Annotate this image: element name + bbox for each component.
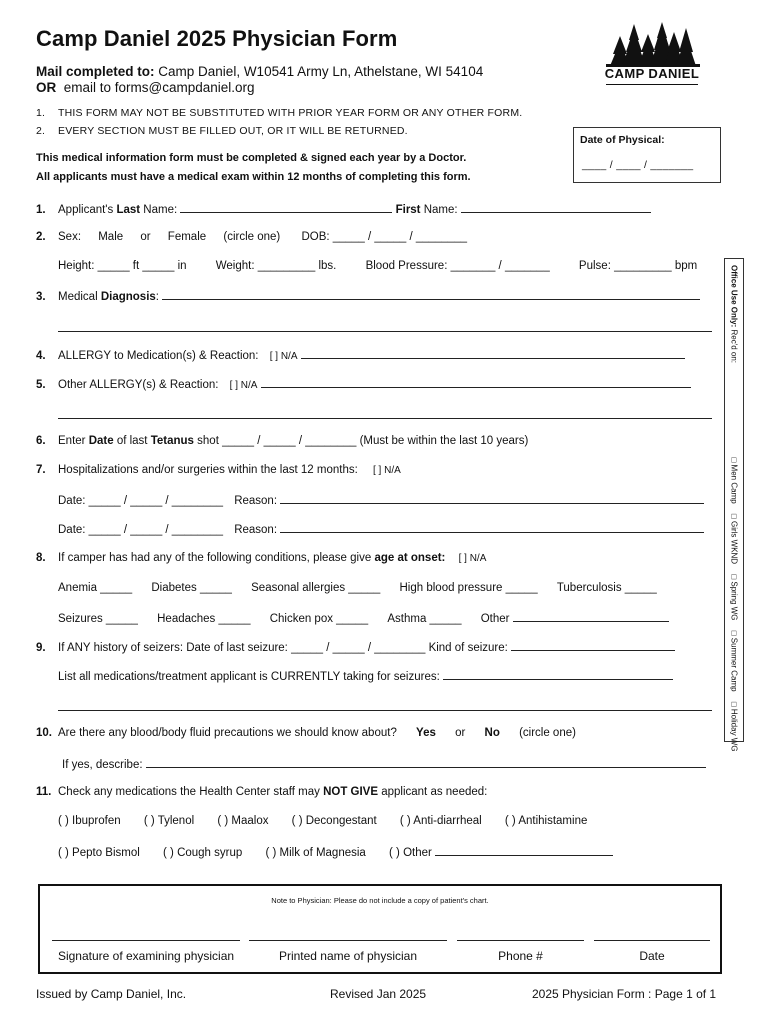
reason-field[interactable] [280, 522, 704, 533]
med-allergy-field[interactable] [301, 348, 685, 359]
q5-na-checkbox[interactable]: [ ] N/A [229, 380, 258, 391]
instruction-2 [36, 125, 408, 137]
or-text: or [140, 231, 151, 243]
circle-hint: (circle one) [223, 231, 281, 243]
footer-revised: Revised Jan 2025 [330, 987, 427, 1001]
mail-label: Mail completed to: [36, 64, 155, 79]
blood-pressure-field[interactable]: Blood Pressure: _______ / _______ [365, 260, 550, 272]
q1-text2: Name: [140, 204, 178, 216]
date-of-physical-label: Date of Physical: [580, 134, 665, 146]
last-name-field[interactable] [180, 202, 392, 213]
camp-logo [600, 22, 704, 88]
q5-other-allergy [36, 377, 691, 391]
headaches-field[interactable]: Headaches _____ [157, 613, 251, 625]
q11-text: Check any medications the Health Center staff may [58, 786, 324, 798]
q8-row1 [58, 582, 657, 594]
q3-diagnosis [36, 289, 700, 303]
girls-wknd-checkbox[interactable]: □ Girls WKND [729, 513, 739, 565]
q1-first: First [395, 204, 421, 216]
tetanus-date-field[interactable]: shot _____ / _____ / ________ (Must be within the last 10 years) [193, 435, 529, 447]
q10-precautions [36, 727, 576, 739]
q7-na-checkbox[interactable]: [ ] N/A [373, 465, 401, 476]
q-number: 3. [36, 291, 46, 303]
pepto-bismol-checkbox[interactable]: ( ) Pepto Bismol [58, 847, 140, 859]
q6-tetanus-label: Tetanus [150, 435, 194, 447]
q6-text: Enter [58, 435, 89, 447]
date-line[interactable] [594, 940, 710, 941]
office-use-text [730, 265, 739, 752]
cough-syrup-checkbox[interactable]: ( ) Cough syrup [163, 847, 243, 859]
sex-label: Sex: [58, 231, 82, 243]
q5-text: Other ALLERGY(s) & Reaction: [58, 379, 219, 391]
q8-row2 [58, 611, 669, 625]
q10-describe [62, 757, 706, 771]
seizure-meds-field[interactable] [443, 669, 673, 680]
q8-text: If camper has had any of the following conditions, please give [58, 552, 375, 564]
q2-vitals [58, 260, 697, 272]
q6-text2: of last [113, 435, 151, 447]
q-number: 9. [36, 642, 46, 654]
describe-field[interactable] [146, 757, 706, 768]
other-allergy-field[interactable] [261, 377, 691, 388]
dob-field[interactable]: DOB: _____ / _____ / ________ [301, 231, 468, 243]
q11-row2 [58, 845, 613, 859]
email-text: email to forms@campdaniel.org [63, 80, 255, 95]
printed-name-label: Printed name of physician [278, 949, 418, 963]
q3-text: Medical [58, 291, 101, 303]
signature-line[interactable] [52, 940, 240, 941]
q2-sex-dob [36, 231, 467, 243]
q1-last: Last [116, 204, 141, 216]
describe-label: If yes, describe: [62, 759, 143, 771]
q-number: 7. [36, 464, 46, 476]
footer-issued: Issued by Camp Daniel, Inc. [36, 987, 187, 1001]
instruction-text: THIS FORM MAY NOT BE SUBSTITUTED WITH PRIOR YEAR FORM OR ANY OTHER FORM. [58, 107, 523, 119]
date-label: Date [639, 949, 665, 963]
physician-note: Note to Physician: Please do not include a copy of patient's chart. [271, 896, 489, 905]
q7-entry-2 [58, 522, 704, 536]
male-option[interactable]: Male [98, 231, 124, 243]
diabetes-field[interactable]: Diabetes _____ [151, 582, 232, 594]
decongestant-checkbox[interactable]: ( ) Decongestant [291, 815, 377, 827]
seizures-field[interactable]: Seizures _____ [58, 613, 138, 625]
logo-text: CAMP DANIEL [604, 66, 700, 81]
q6-date-label: Date [88, 435, 114, 447]
other-condition-label: Other [480, 613, 510, 625]
q8-age-label: age at onset: [374, 552, 446, 564]
q9-medications [58, 669, 673, 683]
date-of-physical-box[interactable] [573, 127, 721, 183]
q-number: 2. [36, 231, 46, 243]
instruction-num: 2. [36, 125, 46, 137]
q9-text: List all medications/treatment applicant is CURRENTLY taking for seizures: [58, 671, 440, 683]
q-number: 4. [36, 350, 46, 362]
men-camp-checkbox[interactable]: □ Men Camp [729, 457, 739, 504]
phone-label: Phone # [498, 949, 543, 963]
q-number: 11. [36, 786, 52, 798]
signature-box [38, 884, 722, 974]
q4-na-checkbox[interactable]: [ ] N/A [269, 351, 298, 362]
logo-underline [606, 84, 698, 85]
q7-text: Hospitalizations and/or surgeries within the last 12 months: [58, 464, 358, 476]
q-number: 10. [36, 727, 52, 739]
signature-column[interactable] [52, 940, 240, 963]
reason-label: Reason: [234, 495, 278, 507]
email-line [36, 80, 255, 95]
diagnosis-field[interactable] [162, 289, 700, 300]
diagnosis-field-line2[interactable] [58, 331, 712, 332]
reason-field[interactable] [280, 493, 704, 504]
q8-conditions [36, 552, 486, 564]
q-number: 1. [36, 204, 46, 216]
q4-text: ALLERGY to Medication(s) & Reaction: [58, 350, 259, 362]
yes-option[interactable]: Yes [416, 727, 436, 739]
q7-entry-1 [58, 493, 704, 507]
summer-camp-checkbox[interactable]: □ Summer Camp [729, 630, 739, 692]
q11-row1 [58, 815, 587, 827]
date-column[interactable] [594, 940, 710, 963]
milk-of-magnesia-checkbox[interactable]: ( ) Milk of Magnesia [265, 847, 366, 859]
signature-label: Signature of examining physician [57, 949, 235, 963]
date-of-physical-field[interactable]: ____ / ____ / _______ [582, 159, 694, 171]
seasonal-allergies-field[interactable]: Seasonal allergies _____ [251, 582, 381, 594]
antihistamine-checkbox[interactable]: ( ) Antihistamine [504, 815, 588, 827]
q9-seizures [36, 640, 675, 654]
seizure-date-field[interactable]: If ANY history of seizers: Date of last seizure: _____ / _____ / ________ Kind of seizure: [58, 642, 508, 654]
no-option[interactable]: No [484, 727, 500, 739]
q3-diagnosis-label: Diagnosis [100, 291, 156, 303]
footer-page: 2025 Physician Form : Page 1 of 1 [532, 987, 717, 1001]
q7-hospitalizations [36, 464, 401, 476]
printed-name-line[interactable] [249, 940, 447, 941]
tuberculosis-field[interactable]: Tuberculosis _____ [556, 582, 657, 594]
q1-name [36, 202, 651, 216]
q3-colon: : [155, 291, 159, 303]
q6-tetanus [36, 435, 528, 447]
first-name-field[interactable] [461, 202, 651, 213]
circle-hint: (circle one) [519, 727, 576, 739]
asthma-field[interactable]: Asthma _____ [387, 613, 462, 625]
q10-text: Are there any blood/body fluid precautions we should know about? [58, 727, 397, 739]
note-signed: This medical information form must be completed & signed each year by a Doctor. [36, 152, 467, 164]
other-med-field[interactable] [435, 845, 613, 856]
q11-text2: applicant as needed: [378, 786, 488, 798]
pulse-field[interactable]: Pulse: _________ bpm [578, 260, 698, 272]
q4-med-allergy [36, 348, 685, 362]
other-allergy-field-line2[interactable] [58, 418, 712, 419]
instruction-num: 1. [36, 107, 46, 119]
office-use-label: Office Use Only: [729, 265, 739, 328]
q11-not-give [36, 786, 487, 798]
maalox-checkbox[interactable]: ( ) Maalox [217, 815, 269, 827]
q-number: 5. [36, 379, 46, 391]
seizure-kind-field[interactable] [511, 640, 675, 651]
chicken-pox-field[interactable]: Chicken pox _____ [269, 613, 369, 625]
or-text: or [455, 727, 466, 739]
q1-text: Applicant's [58, 204, 117, 216]
seizure-meds-field-line2[interactable] [58, 710, 712, 711]
or-label: OR [36, 80, 57, 95]
anti-diarrheal-checkbox[interactable]: ( ) Anti-diarrheal [399, 815, 482, 827]
ibuprofen-checkbox[interactable]: ( ) Ibuprofen [58, 815, 121, 827]
pine-trees-icon [600, 22, 704, 68]
high-blood-pressure-field[interactable]: High blood pressure _____ [399, 582, 538, 594]
office-use-box [724, 258, 744, 752]
height-field[interactable]: Height: _____ ft _____ in [58, 260, 187, 272]
tylenol-checkbox[interactable]: ( ) Tylenol [143, 815, 195, 827]
hospital-date-field[interactable]: Date: _____ / _____ / ________ [58, 495, 223, 507]
q-number: 6. [36, 435, 46, 447]
weight-field[interactable]: Weight: _________ lbs. [215, 260, 337, 272]
female-option[interactable]: Female [167, 231, 207, 243]
anemia-field[interactable]: Anemia _____ [58, 582, 133, 594]
mail-line [36, 64, 483, 79]
phone-line[interactable] [457, 940, 584, 941]
q1-text3: Name: [420, 204, 458, 216]
phone-column[interactable] [457, 940, 584, 963]
spring-wg-checkbox[interactable]: □ Spring WG [729, 574, 739, 621]
page-title: Camp Daniel 2025 Physician Form [36, 26, 398, 51]
q11-not-give-label: NOT GIVE [323, 786, 379, 798]
mail-address: Camp Daniel, W10541 Army Ln, Athelstane, WI 54104 [158, 64, 484, 79]
other-condition-field[interactable] [513, 611, 669, 622]
note-exam: All applicants must have a medical exam within 12 months of completing this form. [36, 171, 471, 183]
reason-label: Reason: [234, 524, 278, 536]
q-number: 8. [36, 552, 46, 564]
hospital-date-field[interactable]: Date: _____ / _____ / ________ [58, 524, 223, 536]
holiday-wg-checkbox[interactable]: □ Holiday WG [729, 701, 739, 752]
q8-na-checkbox[interactable]: [ ] N/A [458, 553, 487, 564]
printed-name-column[interactable] [249, 940, 447, 963]
instruction-text: EVERY SECTION MUST BE FILLED OUT, OR IT WILL BE RETURNED. [58, 125, 408, 137]
received-on-label: Rec'd on: [729, 329, 739, 364]
instruction-1 [36, 107, 522, 119]
other-med-checkbox[interactable]: ( ) Other [389, 847, 432, 859]
